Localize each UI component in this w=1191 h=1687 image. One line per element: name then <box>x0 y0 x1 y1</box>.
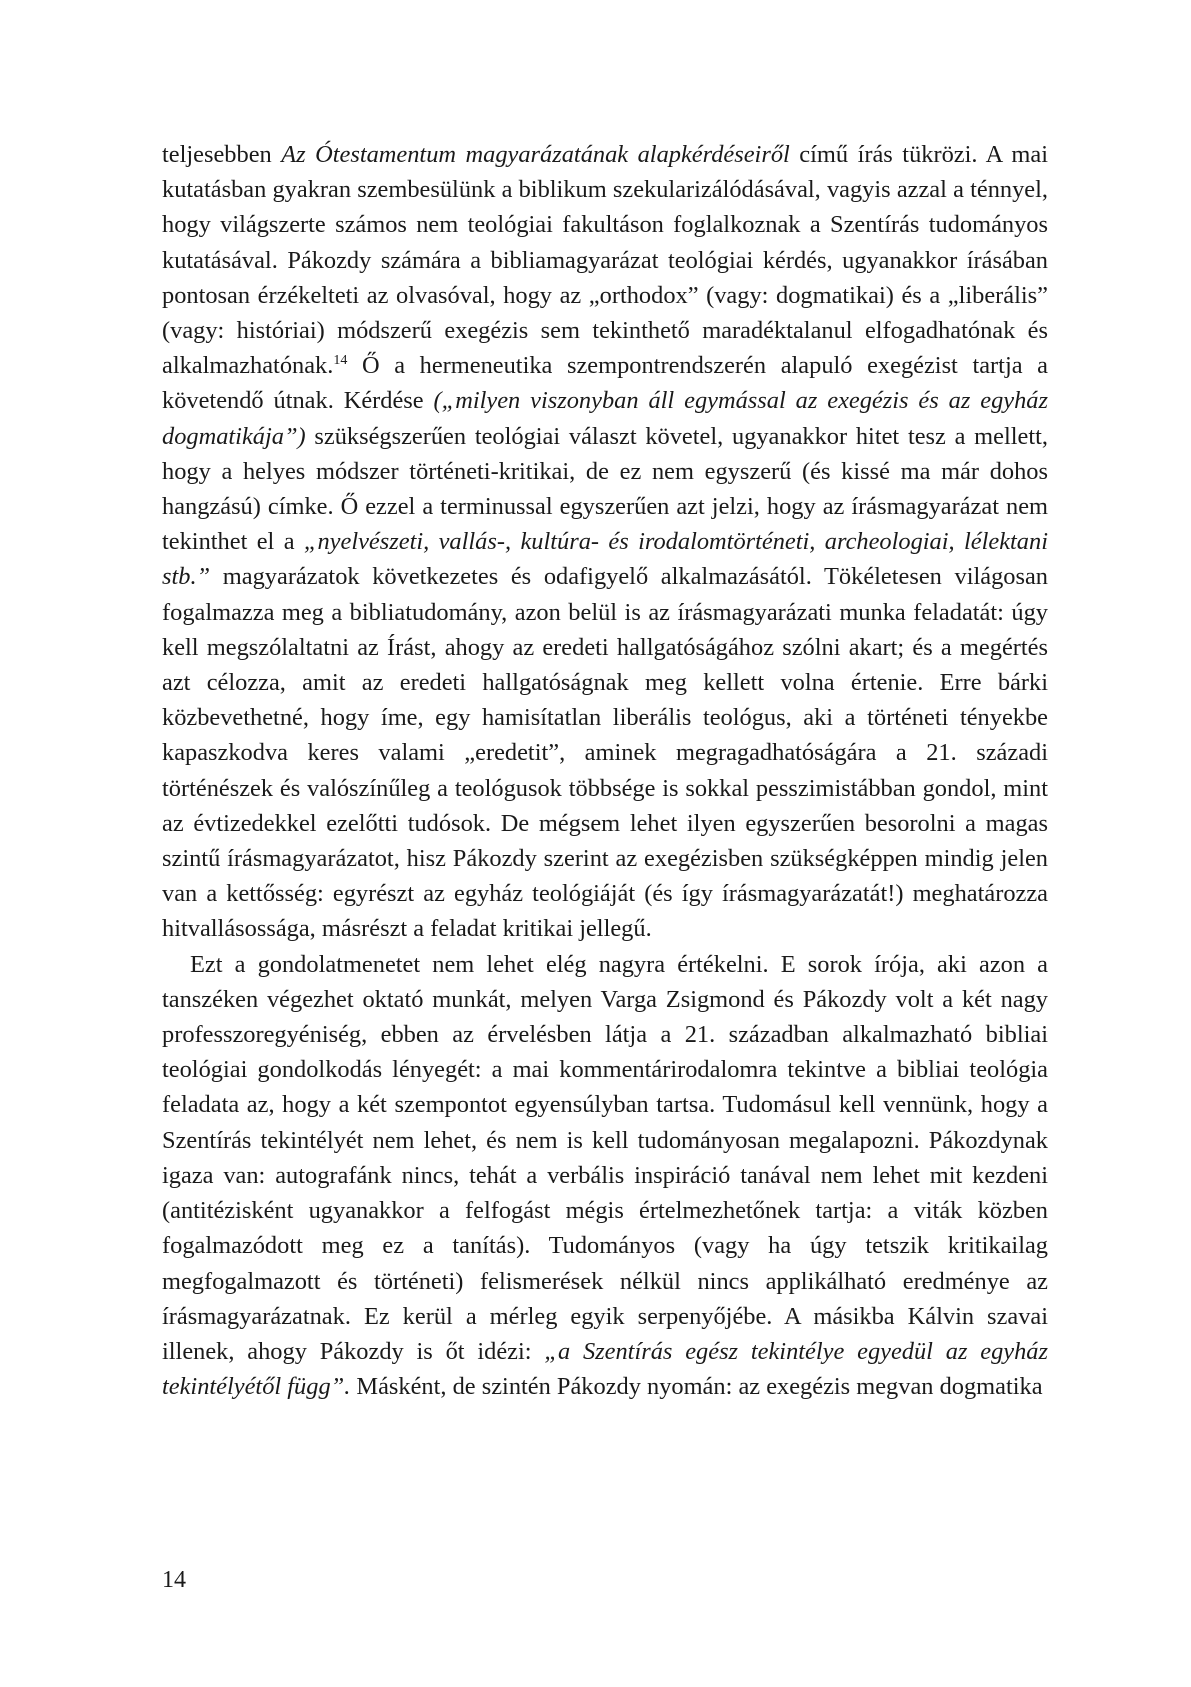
text-segment: Ezt a gondolatmenetet nem lehet elég nagyra értékelni. E sorok írója, aki azon a tanszéken végezhet oktató munkát, melyen Varga Zsigmond és Pákozdy volt a két nagy professzoregyéniség, ebben az érvelésben látja a 21. században alkalmazható bibliai teológiai gondolkodás lényegét: a mai kommentárirodalomra tekintve a bibliai teológia feladata az, hogy a két szempontot egyensúlyban tartsa. Tudomásul kell vennünk, hogy a Szentírás tekintélyét nem lehet, és nem is kell tudományosan megalapozni. Pákozdynak igaza van: autografánk nincs, tehát a verbális inspiráció tanával nem lehet mit kezdeni (antitézisként ugyanakkor a felfogást mégis értelmezhetőnek tartja: a viták közben fogalmazódott meg ez a tanítás). Tudományos (vagy ha úgy tetszik kritikailag megfogalmazott és történeti) felismerések nélkül nincs applikálható eredménye az írásmagyarázatnak. Ez kerül a mérleg egyik serpenyőjébe. A másikba Kálvin szavai illenek, ahogy Pákozdy is őt idézi: <box>162 950 1048 1365</box>
text-segment: című írás tükrözi. A mai kutatásban gyakran szembesülünk a biblikum szekularizálódásával, vagyis azzal a ténnyel, hogy világszerte számos nem teológiai fakultáson foglalkoznak a Szentírás tudományos kutatásával. Pákozdy számára a bibliamagyarázat teológiai kérdés, ugyanakkor írásában pontosan érzékelteti az olvasóval, hogy az „orthodox” (vagy: dogmatikai) és a „liberális” (vagy: históriai) módszerű exegézis sem tekinthető maradéktalanul elfogadhatónak és alkalmazhatónak. <box>162 141 1048 380</box>
page-number: 14 <box>162 1567 186 1593</box>
italic-text: „a Szentírás egész tekintélye egyedül az egyház tekintélyétől függ”. <box>162 1337 1048 1401</box>
text-segment: magyarázatok következetes és odafigyelő alkalmazásától. Tökéletesen világosan fogalmazza meg a bibliatudomány, azon belül is az írásmagyarázati munka feladatát: úgy kell megszólaltatni az Írást, ahogy az eredeti hallgatóságához szólni akart; és a megértés azt célozza, amit az eredeti hallgatóságnak meg kellett volna értenie. Erre bárki közbevethetné, hogy íme, egy hamisítatlan liberális teológus, aki a történeti tényekbe kapaszkodva keres valami „eredetit”, aminek megragadhatóságára a 21. századi történészek és valószínűleg a teológusok többsége is sokkal pesszimistábban gondol, mint az évtizedekkel ezelőtti tudósok. De mégsem lehet ilyen egyszerűen besorolni a magas szintű írásmagyarázatot, hisz Pákozdy szerint az exegézisben szükségképpen mindig jelen van a kettősség: egyrészt az egyház teológiáját (és így írásmagyarázatát!) meghatározza hitvallásossága, másrészt a feladat kritikai jellegű. <box>162 563 1048 943</box>
text-segment: szükségszerűen teológiai választ követel, ugyanakkor hitet tesz a mellett, hogy a helyes módszer történeti-kritikai, de ez nem egyszerű (és kissé ma már dohos hangzású) címke. Ő ezzel a terminussal egyszerűen azt jelzi, hogy az írásmagyarázat nem tekinthet el a <box>162 422 1048 556</box>
italic-text: „nyelvészeti, vallás-, kultúra- és irodalomtörténeti, archeologiai, lélektani stb.” <box>162 528 1048 591</box>
text-segment: Másként, de szintén Pákozdy nyomán: az exegézis megvan dogmatika <box>350 1373 1043 1401</box>
text-segment: teljesebben <box>162 141 282 168</box>
text-segment: Ő a hermeneutika szempontrendszerén alapuló exegézist tartja a követendő útnak. Kérdése <box>162 352 1048 415</box>
paragraph <box>162 137 1048 947</box>
footnote-reference: 14 <box>333 353 348 369</box>
italic-text: Az Ótestamentum magyarázatának alapkérdéseiről <box>281 141 790 168</box>
body-text <box>162 137 1048 1404</box>
italic-text: („milyen viszonyban áll egymással az exegézis és az egyház dogmatikája”) <box>162 387 1048 450</box>
paragraph <box>162 947 1048 1405</box>
